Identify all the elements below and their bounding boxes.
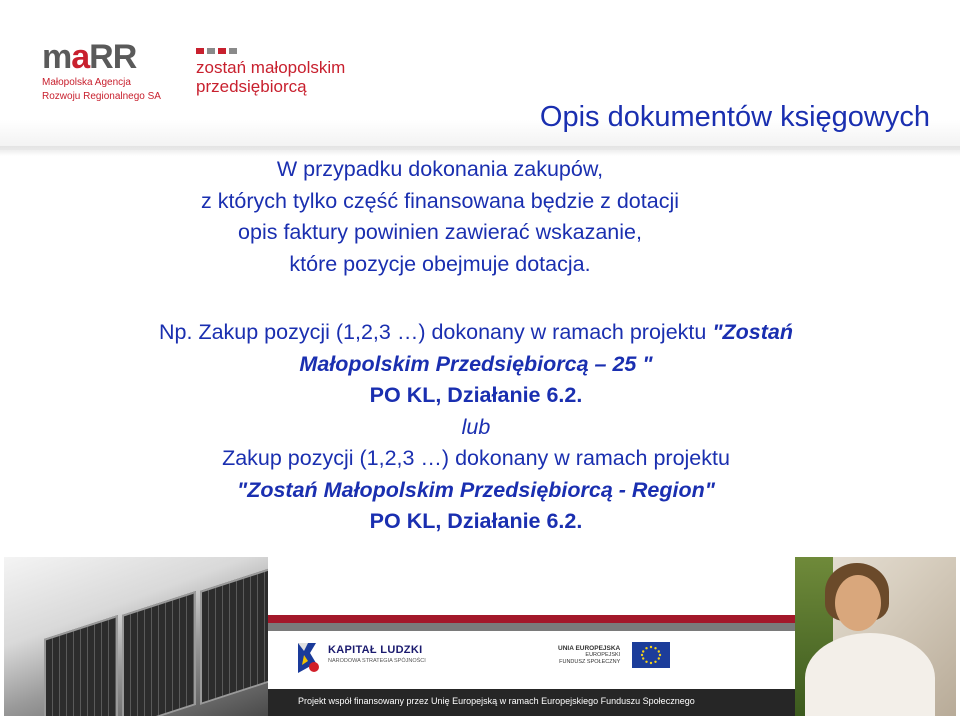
example-line-1-text: Zakup pozycji (1,2,3 …) dokonany w ramach projektu bbox=[192, 320, 713, 344]
example-line-6: PO KL, Działanie 6.2. bbox=[369, 509, 583, 533]
intro-line-3: opis faktury powinien zawierać wskazanie, bbox=[238, 220, 642, 244]
marr-logo-text: maRR bbox=[42, 38, 137, 76]
example-line-1 bbox=[0, 317, 956, 349]
footer-logos bbox=[268, 631, 795, 689]
example-line-1-project: "Zostań bbox=[712, 320, 793, 344]
solar-panels-photo bbox=[4, 557, 268, 716]
example-paragraph bbox=[0, 317, 956, 538]
eu-logo-text bbox=[558, 645, 620, 666]
example-line-4: Zakup pozycji (1,2,3 …) dokonany w ramach projektu bbox=[222, 446, 730, 470]
funding-statement: Projekt współ finansowany przez Unię Europejską w ramach Europejskiego Funduszu Społecznego bbox=[298, 696, 695, 706]
zm-logo-line-1: zostań małopolskim bbox=[196, 58, 346, 77]
footer bbox=[0, 557, 960, 716]
eu-sub-2: FUNDUSZ SPOŁECZNY bbox=[559, 659, 621, 665]
kapital-ludzki-title: KAPITAŁ LUDZKI bbox=[328, 644, 423, 656]
marr-logo bbox=[42, 40, 161, 102]
kapital-ludzki-logo bbox=[328, 644, 426, 664]
zostan-malopolskim-logo bbox=[196, 48, 345, 96]
intro-line-2: z których tylko część finansowana będzie z dotacji bbox=[200, 188, 679, 213]
logo-dashes bbox=[196, 48, 345, 54]
footer-band-grey bbox=[268, 623, 795, 631]
marr-logo-sub-2: Rozwoju Regionalnego SA bbox=[42, 91, 161, 102]
eu-sub-1: EUROPEJSKI bbox=[585, 652, 621, 658]
example-line-5: "Zostań Małopolskim Przedsiębiorcą - Region" bbox=[237, 477, 715, 502]
footer-funding-bar bbox=[268, 689, 795, 716]
zm-logo-line-2: przedsiębiorcą bbox=[196, 77, 307, 96]
eu-flag-icon bbox=[632, 642, 670, 668]
intro-line-1: W przypadku dokonania zakupów, bbox=[276, 157, 604, 181]
example-np: Np. bbox=[159, 320, 193, 344]
woman-on-phone-photo bbox=[795, 557, 956, 716]
example-line-3: PO KL, Działanie 6.2. bbox=[369, 383, 583, 407]
example-or: lub bbox=[461, 414, 491, 439]
kapital-ludzki-subtitle: NARODOWA STRATEGIA SPÓJNOŚCI bbox=[328, 658, 426, 664]
example-line-2: Małopolskim Przedsiębiorcą – 25 " bbox=[299, 351, 653, 376]
eu-title: UNIA EUROPEJSKA bbox=[558, 645, 621, 652]
kapital-ludzki-emblem-icon bbox=[294, 641, 322, 675]
footer-band-red bbox=[268, 615, 795, 623]
intro-line-4: które pozycje obejmuje dotacja. bbox=[289, 251, 591, 276]
marr-logo-sub-1: Małopolska Agencja bbox=[42, 77, 131, 88]
page-title: Opis dokumentów księgowych bbox=[539, 101, 930, 133]
intro-paragraph bbox=[0, 154, 920, 280]
